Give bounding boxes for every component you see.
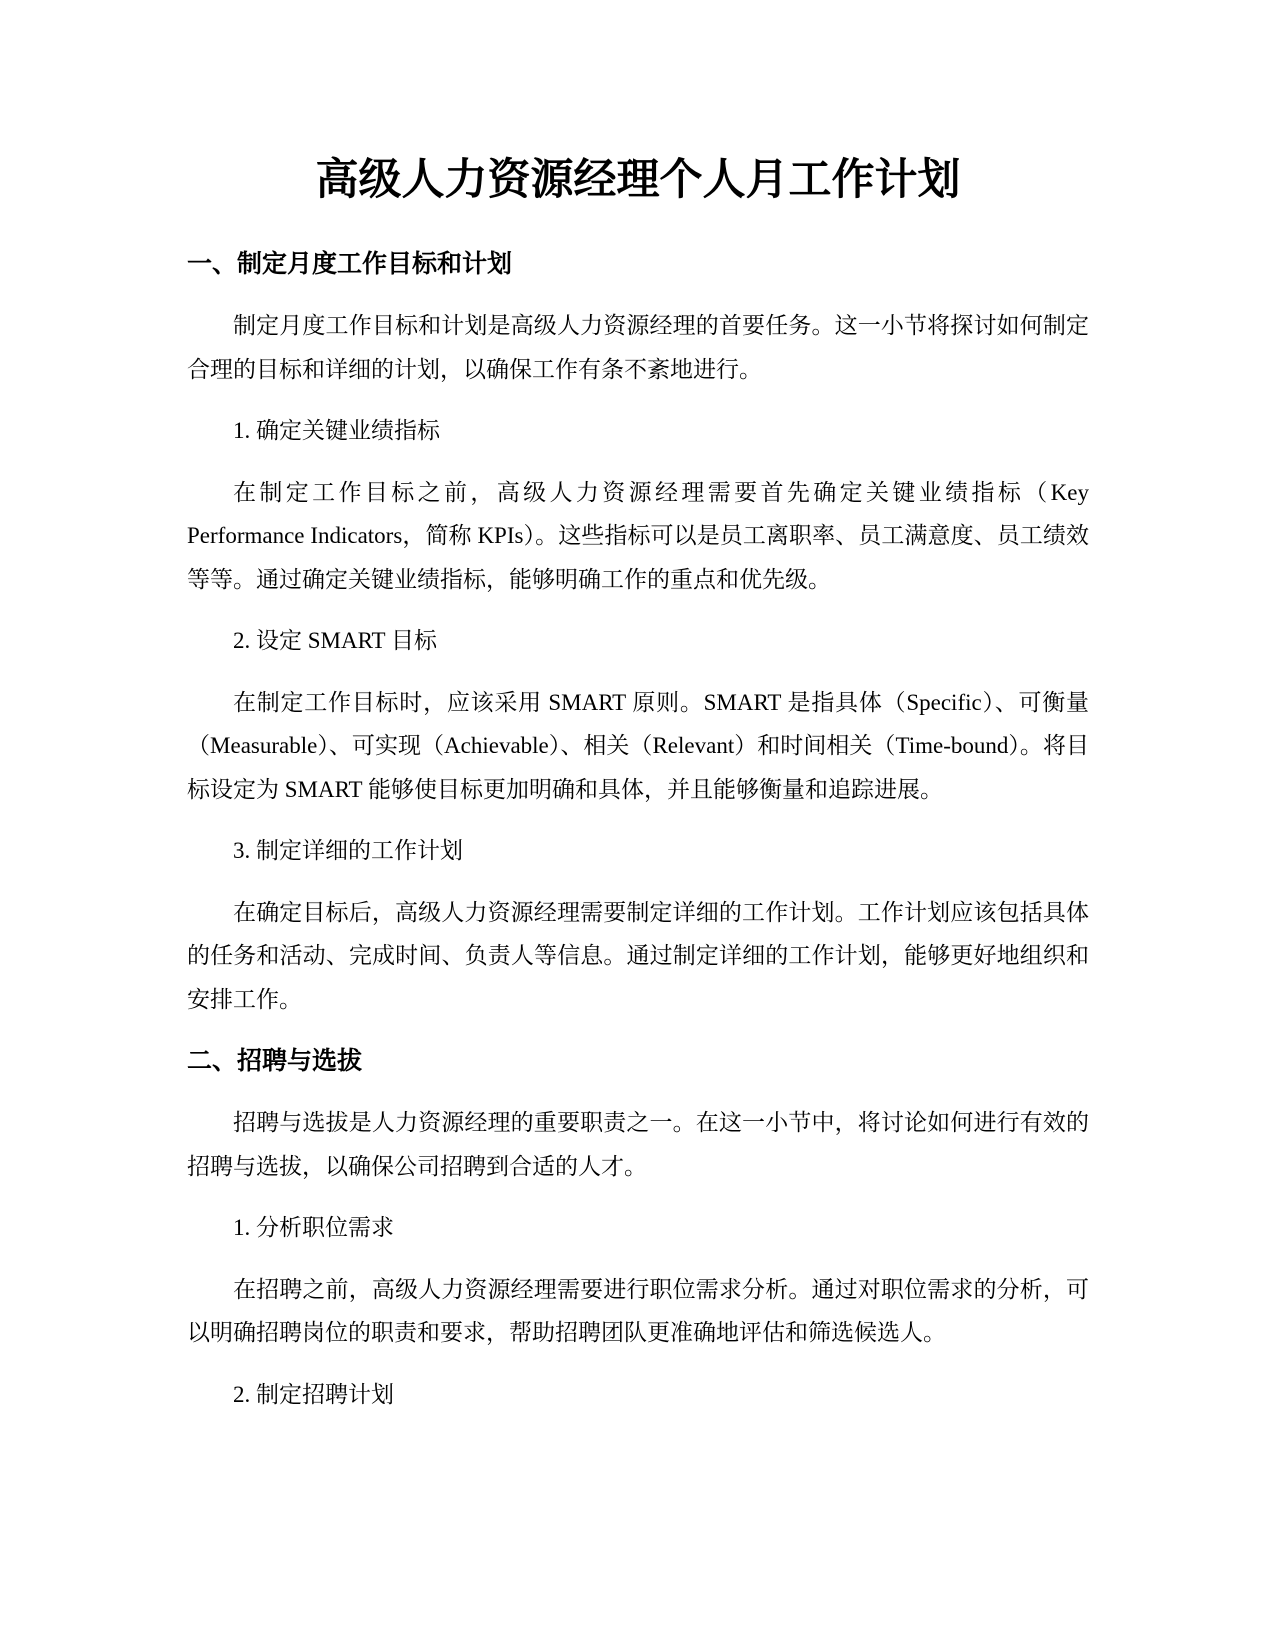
document-body — [187, 140, 1089, 1416]
section-1-item-2-text: 在制定工作目标时，应该采用 SMART 原则。SMART 是指具体（Specific）、可衡量（Measurable）、可实现（Achievable）、相关（Relevant）和时间相关（Time-bound）。将目标设定为 SMART 能够使目标更加明确和具体，并且能够衡量和追踪进展。 — [187, 689, 1089, 802]
document-title: 高级人力资源经理个人月工作计划 — [315, 155, 961, 205]
section-1-intro: 制定月度工作目标和计划是高级人力资源经理的首要任务。这一小节将探讨如何制定合理的目标和详细的计划，以确保工作有条不紊地进行。 — [187, 313, 1089, 382]
section-2-item-2-heading: 2. 制定招聘计划 — [233, 1381, 394, 1407]
section-1-item-1-heading: 1. 确定关键业绩指标 — [233, 418, 440, 443]
section-1-item-2-heading: 2. 设定 SMART 目标 — [233, 628, 437, 653]
section-1-item-1-text: 在制定工作目标之前，高级人力资源经理需要首先确定关键业绩指标（Key Performance Indicators，简称 KPIs）。这些指标可以是员工离职率、员工满意度、员工绩效等等。通过确定关键业绩指标，能够明确工作的重点和优先级。 — [187, 479, 1089, 592]
section-1-item-3-text: 在确定目标后，高级人力资源经理需要制定详细的工作计划。工作计划应该包括具体的任务和活动、完成时间、负责人等信息。通过制定详细的工作计划，能够更好地组织和安排工作。 — [187, 899, 1089, 1012]
section-heading-1: 一、制定月度工作目标和计划 — [187, 249, 513, 278]
section-heading-2: 二、招聘与选拔 — [187, 1046, 363, 1075]
section-2-item-1-heading: 1. 分析职位需求 — [233, 1215, 394, 1240]
section-1-item-3-heading: 3. 制定详细的工作计划 — [233, 838, 463, 863]
section-2-intro: 招聘与选拔是人力资源经理的重要职责之一。在这一小节中，将讨论如何进行有效的招聘与选拔，以确保公司招聘到合适的人才。 — [187, 1110, 1089, 1179]
section-2-item-1-text: 在招聘之前，高级人力资源经理需要进行职位需求分析。通过对职位需求的分析，可以明确招聘岗位的职责和要求，帮助招聘团队更准确地评估和筛选候选人。 — [187, 1276, 1089, 1345]
